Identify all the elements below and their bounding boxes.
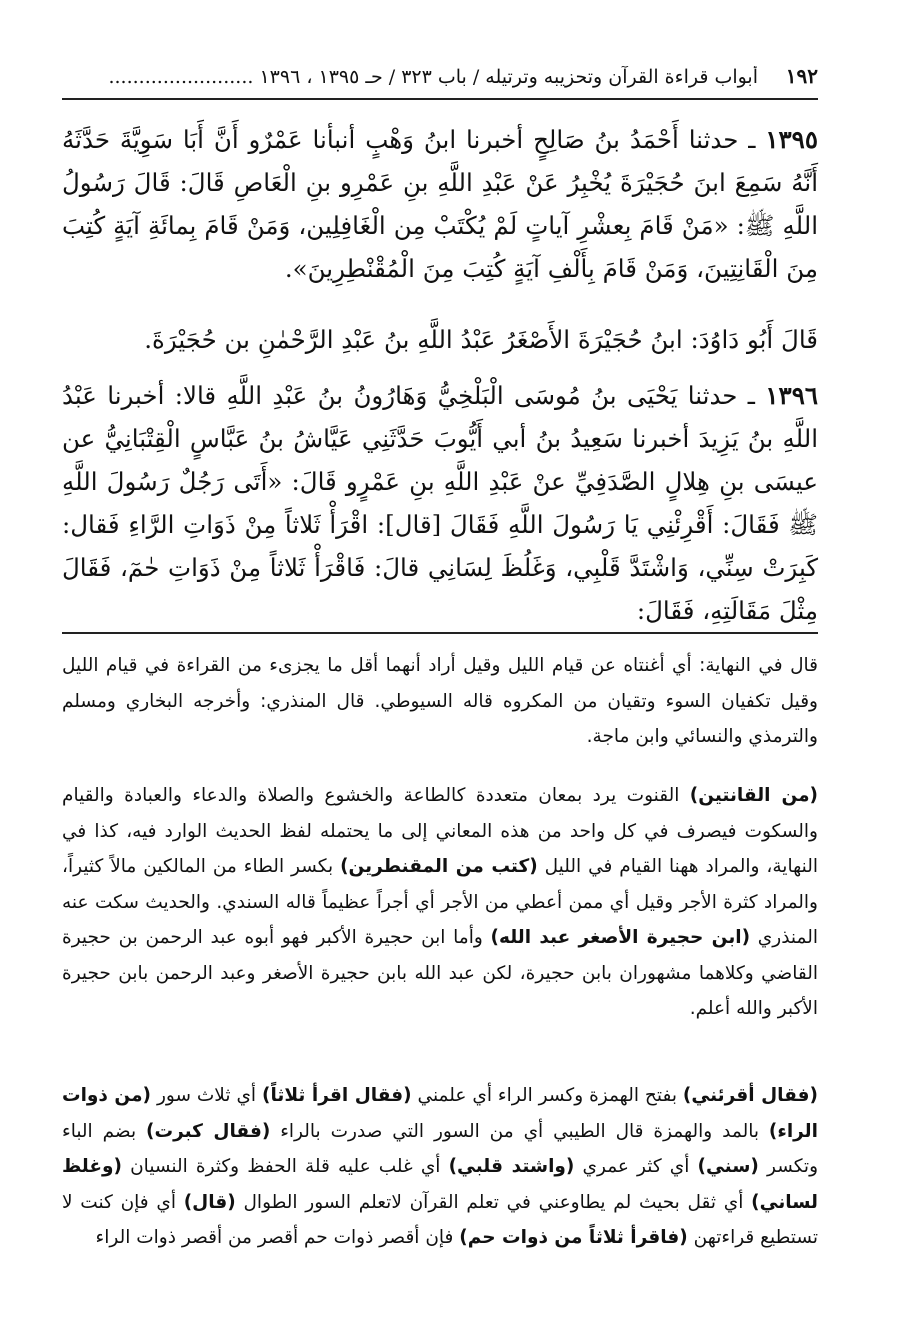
hadith-1395 <box>62 118 818 298</box>
running-title: أبواب قراءة القرآن وتحزيبه وترتيله / باب ٣٢٣ / حـ ١٣٩٥ ، ١٣٩٦ <box>259 66 758 88</box>
commentary-text: بالمد والهمزة قال الطيبي أي من السور التي صدرت بالراء <box>280 1120 759 1142</box>
lemma: (فاقرأ ثلاثاً من ذوات حم) <box>459 1227 688 1248</box>
hadith-text: ـ حدثنا أَحْمَدُ بنُ صَالِحٍ أخبرنا ابنُ وَهْبٍ أنبأنا عَمْرٌو أَنَّ أَبَا سَوِيَّةَ حَدَّثَهُ أَنَّهُ سَمِعَ ابنَ حُجَيْرَةَ يُخْبِرُ عَنْ عَبْدِ اللَّهِ بنِ عَمْرِو بنِ الْعَاصِ قَالَ: قَالَ رَسُولُ اللَّهِ ﷺ: «مَنْ قَامَ بِعشْرِ آياتٍ لَمْ يُكْتَبْ مِن الْغَافِلِين، وَمَنْ قَامَ بِمائَةِ آيَةٍ كُتِبَ مِنَ الْقَانِتِينَ، وَمَنْ قَامَ بِأَلْفِ آيَةٍ كُتِبَ مِنَ الْمُقْنْطِرِينَ». <box>62 125 818 283</box>
lemma: (فقال اقرأ ثلاثاً) <box>262 1085 412 1106</box>
leader-dots: ........................ <box>108 66 254 88</box>
commentary-text: أي ثلاث سور <box>156 1085 257 1106</box>
lemma: (من ذوات الراء) <box>62 1085 818 1142</box>
lemma: (واشتد قلبي) <box>448 1156 575 1177</box>
lemma: (كتب من المقنطرين) <box>340 856 538 877</box>
lemma: (سني) <box>697 1156 759 1177</box>
footnote-divider <box>62 632 818 634</box>
commentary-paragraph-1: قال في النهاية: أي أغنتاه عن قيام الليل وقيل أراد أنهما أقل ما يجزىء من القراءة في قيام الليل وقيل تكفيان السوء وتقيان من المكروه قاله السيوطي. قال المنذري: وأخرجه البخاري ومسلم والترمذي والنسائي وابن ماجة. <box>62 655 818 747</box>
commentary-text: وأما ابن حجيرة الأكبر فهو أبوه عبد الرحمن بن حجيرة القاضي وكلاهما مشهوران بابن حجيرة، لكن عبد الله بابن حجيرة الأصغر وعبد الرحمن بابن حجيرة الأكبر والله أعلم. <box>62 927 818 1019</box>
lemma: (من القانتين) <box>689 785 819 806</box>
commentary-paragraph-2 <box>62 778 818 1068</box>
commentary-text: فإن أقصر ذوات حم أقصر من أقصر ذوات الراء <box>95 1227 454 1248</box>
commentary-text: بكسر الطاء من المالكين مالاً كثيراً، والمراد كثرة الأجر وقيل أي ممن أعطي من الأجر أي أجراً عظيماً قاله السندي. والحديث سكت عنه المنذري <box>62 856 818 948</box>
running-title-line <box>62 66 758 88</box>
commentary-text: أي غلب عليه قلة الحفظ وكثرة النسيان <box>130 1156 441 1177</box>
commentary-text: بضم الباء وتكسر <box>62 1120 819 1177</box>
commentary-text: أي كثر عمري <box>582 1156 690 1177</box>
lemma: (فقال كبرت) <box>146 1120 271 1142</box>
commentary-text: القنوت يرد بمعان متعددة كالطاعة والخشوع والصلاة والدعاء والعبادة والقيام والسكوت فيصرف في كل واحد من هذه المعاني إلى ما يحتمله لفظ الحديث الوارد فيه، كذا في النهاية، والمراد ههنا القيام في الليل <box>62 785 818 877</box>
lemma: (وغلظ لساني) <box>62 1156 818 1213</box>
hadith-text: ـ حدثنا يَحْيَى بنُ مُوسَى الْبَلْخِيُّ وَهَارُونُ بنُ عَبْدِ اللَّهِ قالا: أخبرنا عَبْدُ اللَّهِ بنُ يَزِيدَ أخبرنا سَعِيدُ بنُ أبي أَيُّوبَ حَدَّثَنِي عَيَّاشُ بنُ عَبَّاسٍ الْقِتْبَانِيُّ عن عيسَى بنِ هِلالٍ الصَّدَفِيِّ عنْ عَبْدِ اللَّهِ بنِ عَمْرٍو قَالَ: «أَتَى رَجُلٌ رَسُولَ اللَّهِ ﷺ فَقَالَ: أَقْرِئْنِي يَا رَسُولَ اللَّهِ فَقَالَ [قال]: اقْرَأْ ثَلاثاً مِنْ ذَوَاتِ الرَّاءِ فَقال: كَبِرَتْ سِنِّي، وَاشْتَدَّ قَلْبِي، وَغَلُظَ لِسَانِي قالَ: فَاقْرَأْ ثَلاثاً مِنْ ذَوَاتِ حٰمٓ، فَقَالَ مِثْلَ مَقَالَتِهِ، فَقَالَ: <box>62 381 818 625</box>
abu-dawud-note: قَالَ أَبُو دَاوُدَ: ابنُ حُجَيْرَةَ الأَصْغَرُ عَبْدُ اللَّهِ بنُ عَبْدِ الرَّحْمٰنِ بن حُجَيْرَةَ. <box>144 325 818 354</box>
commentary-paragraph-3 <box>62 1078 818 1278</box>
hadith-number: ١٣٩٦ <box>765 381 819 410</box>
commentary-text: بفتح الهمزة وكسر الراء أي علمني <box>417 1085 677 1106</box>
page-number: ١٩٢ <box>785 64 818 88</box>
hadith-1396 <box>62 374 819 625</box>
lemma: (فقال أقرئني) <box>682 1085 818 1106</box>
lemma: (قال) <box>183 1191 236 1213</box>
page-header <box>62 58 818 100</box>
commentary-text: أي ثقل بحيث لم يطاوعني في تعلم القرآن لاتعلم السور الطوال <box>243 1191 744 1213</box>
hadith-number: ١٣٩٥ <box>765 125 818 154</box>
lemma: (ابن حجيرة الأصغر عبد الله) <box>490 927 751 948</box>
commentary-text: أي فإن كنت لا تستطيع قراءتهن <box>62 1191 818 1248</box>
